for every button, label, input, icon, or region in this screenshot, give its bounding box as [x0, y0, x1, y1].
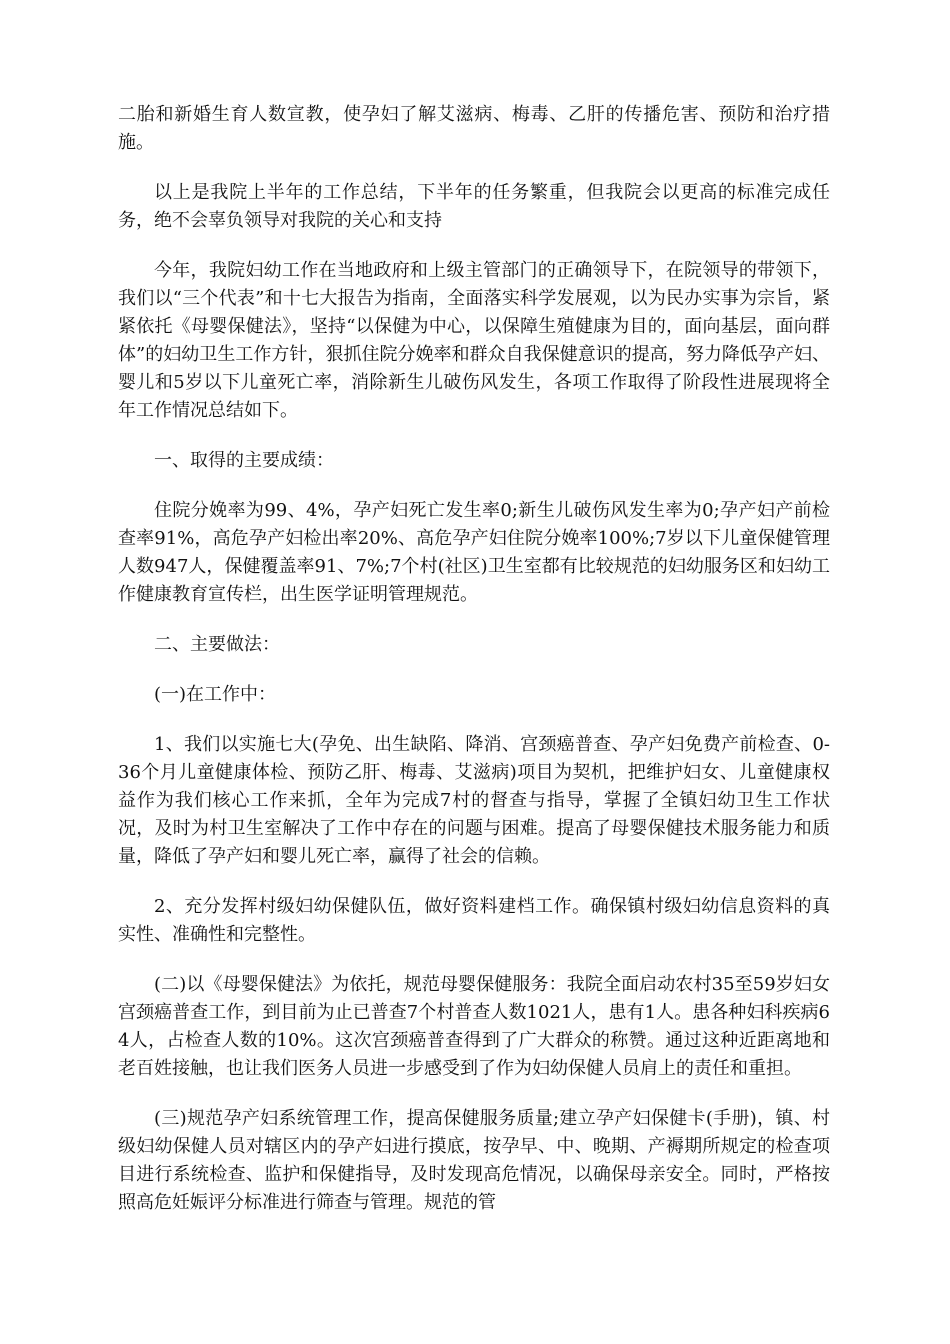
- paragraph: (二)以《母婴保健法》为依托，规范母婴保健服务：我院全面启动农村35至59岁妇女宫颈癌普查工作，到目前为止已普查7个村普查人数1021人，患有1人。患各种妇科疾病64人，占检查人数的10%。这次宫颈癌普查得到了广大群众的称赞。通过这种近距离地和老百姓接触，也让我们医务人员进一步感受到了作为妇幼保健人员肩上的责任和重担。: [118, 974, 830, 1079]
- paragraph: 2、充分发挥村级妇幼保健队伍，做好资料建档工作。确保镇村级妇幼信息资料的真实性、准确性和完整性。: [118, 896, 830, 945]
- section-heading: 一、取得的主要成绩：: [154, 450, 334, 471]
- subsection-heading: (一)在工作中：: [154, 684, 277, 705]
- paragraph: 二胎和新婚生育人数宣教，使孕妇了解艾滋病、梅毒、乙肝的传播危害、预防和治疗措施。: [118, 104, 830, 153]
- paragraph: 以上是我院上半年的工作总结，下半年的任务繁重，但我院会以更高的标准完成任务，绝不会辜负领导对我院的关心和支持: [118, 182, 830, 231]
- document-body: [118, 101, 830, 1239]
- section-heading: 二、主要做法：: [154, 634, 280, 655]
- paragraph: 住院分娩率为99、4%，孕产妇死亡发生率0;新生儿破伤风发生率为0;孕产妇产前检查率91%，高危孕产妇检出率20%、高危孕产妇住院分娩率100%;7岁以下儿童保健管理人数947人，保健覆盖率91、7%;7个村(社区)卫生室都有比较规范的妇幼服务区和妇幼工作健康教育宣传栏，出生医学证明管理规范。: [118, 500, 830, 605]
- paragraph: (三)规范孕产妇系统管理工作，提高保健服务质量;建立孕产妇保健卡(手册)，镇、村级妇幼保健人员对辖区内的孕产妇进行摸底，按孕早、中、晚期、产褥期所规定的检查项目进行系统检查、监护和保健指导，及时发现高危情况，以确保母亲安全。同时，严格按照高危妊娠评分标准进行筛查与管理。规范的管: [118, 1108, 830, 1213]
- paragraph: 1、我们以实施七大(孕免、出生缺陷、降消、宫颈癌普查、孕产妇免费产前检查、0-36个月儿童健康体检、预防乙肝、梅毒、艾滋病)项目为契机，把维护妇女、儿童健康权益作为我们核心工作来抓，全年为完成7村的督查与指导，掌握了全镇妇幼卫生工作状况，及时为村卫生室解决了工作中存在的问题与困难。提高了母婴保健技术服务能力和质量，降低了孕产妇和婴儿死亡率，赢得了社会的信赖。: [118, 734, 830, 867]
- paragraph: 今年，我院妇幼工作在当地政府和上级主管部门的正确领导下，在院领导的带领下，我们以“三个代表”和十七大报告为指南，全面落实科学发展观，以为民办实事为宗旨，紧紧依托《母婴保健法》，坚持“以保健为中心，以保障生殖健康为目的，面向基层，面向群体”的妇幼卫生工作方针，狠抓住院分娩率和群众自我保健意识的提高，努力降低孕产妇、婴儿和5岁以下儿童死亡率，消除新生儿破伤风发生，各项工作取得了阶段性进展现将全年工作情况总结如下。: [118, 260, 830, 421]
